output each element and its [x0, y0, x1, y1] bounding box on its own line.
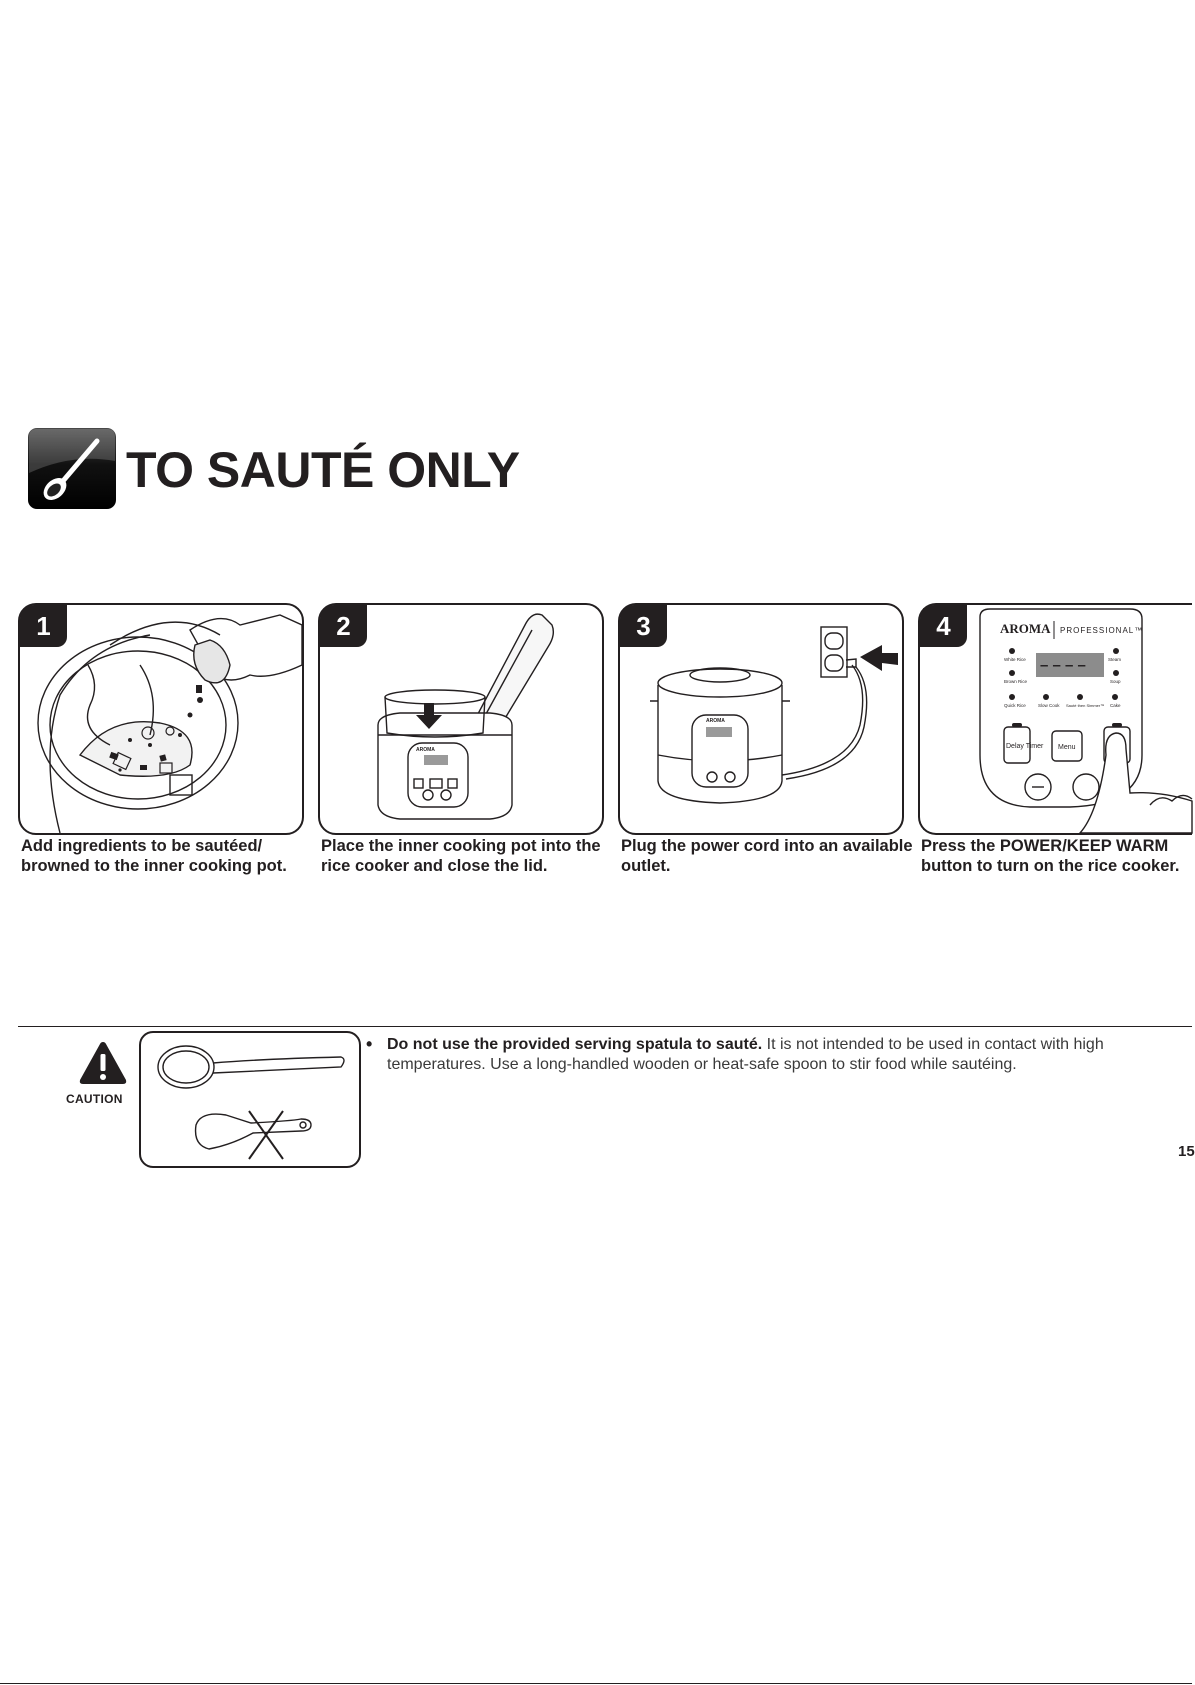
svg-text:AROMA: AROMA — [706, 718, 725, 724]
step-4-panel — [918, 603, 1192, 835]
page-title: TO SAUTÉ ONLY — [126, 442, 520, 498]
step-2-caption: Place the inner cooking pot into the rice cooker and close the lid. — [321, 837, 601, 875]
step-3-panel — [618, 603, 904, 835]
brand-logo: AROMA — [1000, 621, 1051, 636]
caution-text — [387, 1035, 1107, 1075]
section-divider — [18, 1026, 1192, 1027]
bottom-rule — [0, 1683, 1192, 1684]
menu-option-label: White Rice — [1004, 657, 1026, 662]
step-4-caption: Press the POWER/KEEP WARM button to turn on the rice cooker. — [921, 837, 1180, 875]
menu-option-label: Steam — [1108, 657, 1122, 662]
caution-bold-text: Do not use the provided serving spatula to sauté. — [387, 1036, 763, 1053]
wooden-spoon-icon — [141, 1033, 359, 1166]
prohibited-x-mark — [249, 1111, 283, 1159]
menu-option-label: Soup — [1110, 679, 1121, 684]
caution-label: CAUTION — [66, 1092, 123, 1106]
menu-option-label: Slow Cook — [1038, 703, 1060, 708]
menu-option-label: Cake — [1110, 703, 1121, 708]
display-readout: – – – – — [1040, 657, 1086, 674]
bullet-point: • — [366, 1034, 373, 1054]
menu-button-label: Menu — [1058, 744, 1076, 751]
utensil-illustration-panel — [139, 1031, 361, 1168]
spoon-icon — [27, 427, 117, 510]
svg-text:AROMA: AROMA — [416, 747, 435, 753]
step-number-badge: 1 — [20, 605, 67, 647]
menu-option-label: Sauté then Simmer™ — [1066, 703, 1105, 708]
caution-body-text: It is not intended to be used in contact with high temperatures. Use a long-handled wooden or heat-safe spoon to stir food while sautéing. — [387, 1036, 1104, 1073]
menu-option-label: Quick Rice — [1004, 703, 1026, 708]
warning-triangle-icon — [78, 1040, 128, 1086]
step-1-panel — [18, 603, 304, 835]
step-number-badge: 2 — [320, 605, 367, 647]
step-number-badge: 3 — [620, 605, 667, 647]
product-line-label: PROFESSIONAL™ — [1060, 626, 1144, 635]
step-number-badge: 4 — [920, 605, 967, 647]
menu-option-label: Brown Rice — [1004, 679, 1028, 684]
step-1-caption: Add ingredients to be sautéed/ browned to the inner cooking pot. — [21, 837, 287, 875]
delay-timer-button-label: Delay Timer — [1006, 743, 1044, 750]
step-3-caption: Plug the power cord into an available outlet. — [621, 837, 913, 875]
page-number: 15 — [1178, 1143, 1195, 1160]
step-2-panel — [318, 603, 604, 835]
